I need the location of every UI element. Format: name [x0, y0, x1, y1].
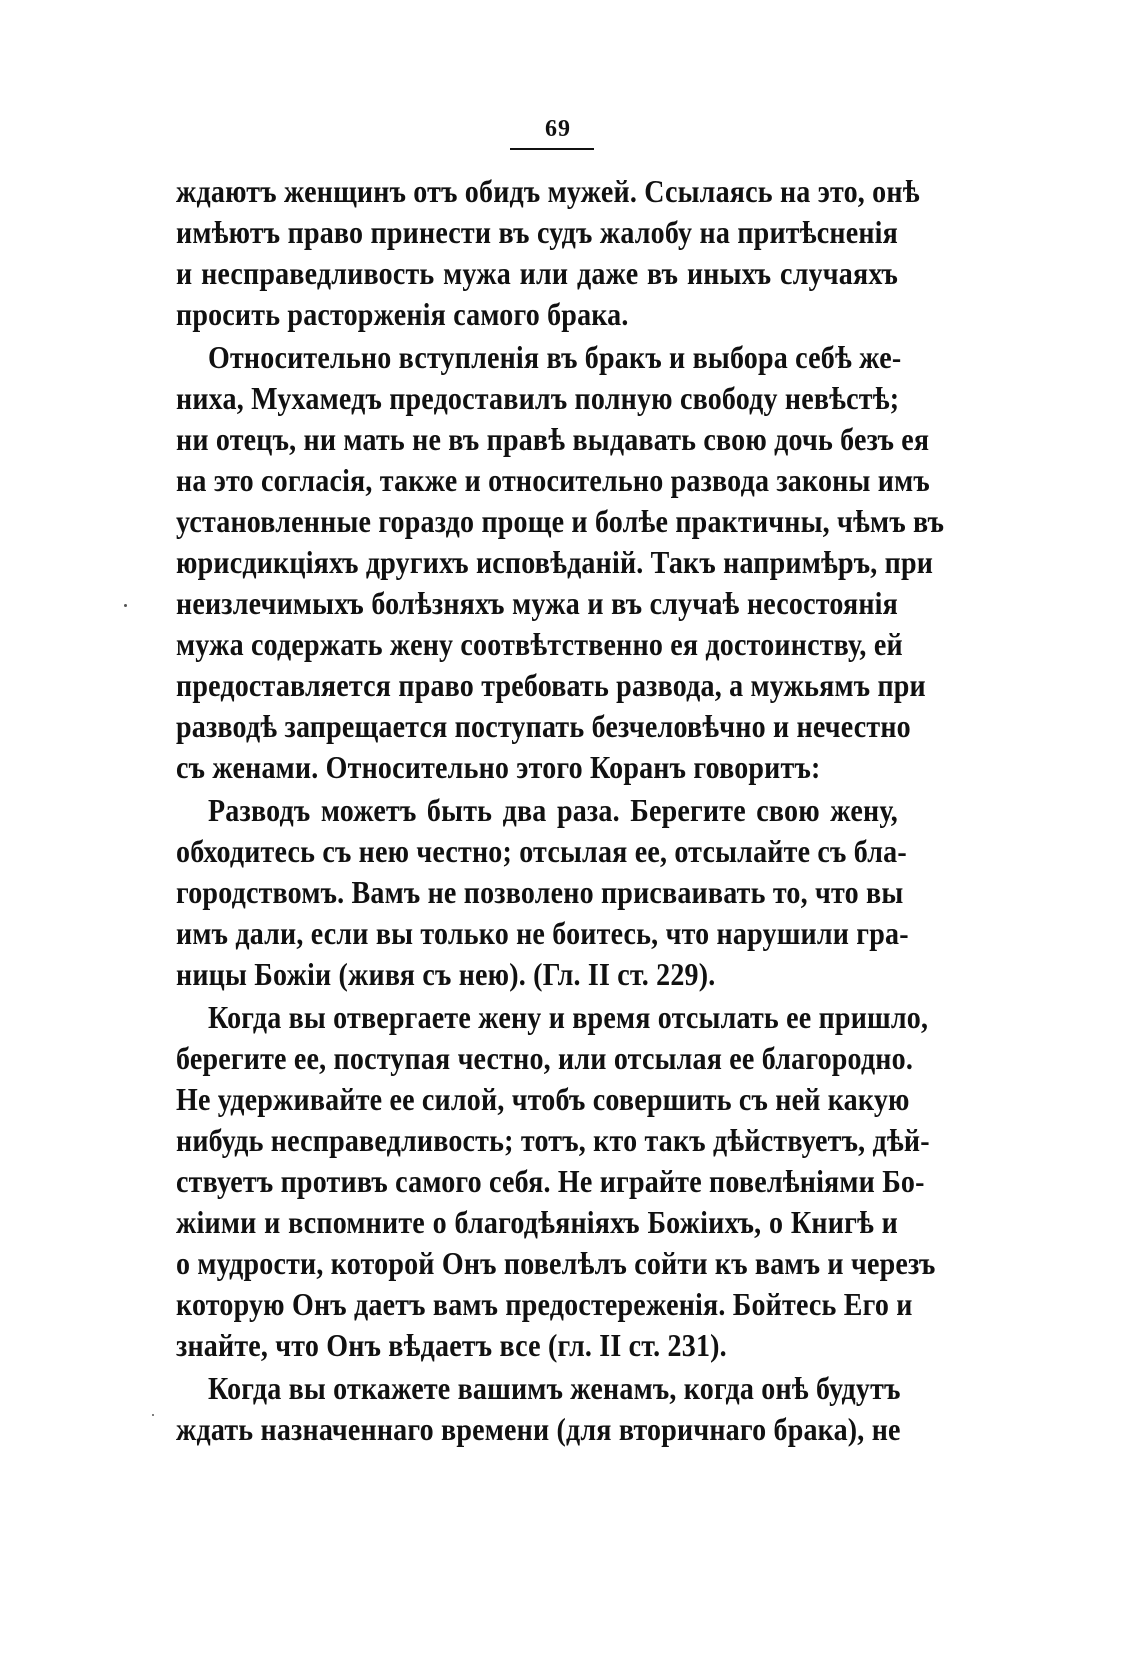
scan-speck	[124, 604, 127, 607]
text-line: мужа содержать жену соотвѣтственно ея достоинству, ей	[176, 628, 903, 663]
text-line: имѣютъ право принести въ судъ жалобу на притѣсненія	[176, 216, 898, 251]
text-line: имъ дали, если вы только не боитесь, что нарушили гра-	[176, 917, 909, 952]
text-line: разводѣ запрещается поступать безчеловѣчно и нечестно	[176, 710, 911, 745]
text-line: Относительно вступленія въ бракъ и выбора себѣ же-	[208, 341, 902, 376]
text-line: ниха, Мухамедъ предоставилъ полную свободу невѣстѣ;	[176, 382, 900, 417]
text-line: Когда вы откажете вашимъ женамъ, когда онѣ будутъ	[208, 1372, 901, 1407]
scan-speck	[152, 1414, 154, 1416]
text-line: о мудрости, которой Онъ повелѣлъ сойти къ вамъ и черезъ	[176, 1247, 936, 1282]
text-line: Не удерживайте ее силой, чтобъ совершить съ ней какую	[176, 1083, 910, 1118]
text-line: ждать назначеннаго времени (для вторичнаго брака), не	[176, 1413, 901, 1448]
text-line: ницы Божіи (живя съ нею). (Гл. II ст. 229).	[176, 958, 716, 993]
text-line: ствуетъ противъ самого себя. Не играйте повелѣніями Бо-	[176, 1165, 925, 1200]
text-line: предоставляется право требовать развода, а мужьямъ при	[176, 669, 926, 704]
text-line: и несправедливость мужа или даже въ иныхъ случаяхъ	[176, 257, 898, 292]
text-line: неизлечимыхъ болѣзняхъ мужа и въ случаѣ несостоянія	[176, 587, 898, 622]
text-line: ни отецъ, ни мать не въ правѣ выдавать свою дочь безъ ея	[176, 423, 930, 458]
text-line: знайте, что Онъ вѣдаетъ все (гл. II ст. 231).	[176, 1329, 727, 1364]
text-line: городствомъ. Вамъ не позволено присваивать то, что вы	[176, 876, 904, 911]
text-line: просить расторженія самого брака.	[176, 298, 629, 333]
text-line: нибудь несправедливость; тотъ, кто такъ дѣйствуетъ, дѣй-	[176, 1124, 930, 1159]
text-line: съ женами. Относительно этого Коранъ говоритъ:	[176, 751, 821, 786]
text-line: жіими и вспомните о благодѣяніяхъ Божіихъ, о Книгѣ и	[176, 1206, 898, 1241]
page-number-rule	[510, 148, 594, 150]
body-text	[176, 172, 945, 1451]
text-line: берегите ее, поступая честно, или отсылая ее благородно.	[176, 1042, 914, 1077]
page-number: 69	[545, 116, 571, 142]
text-line: ждаютъ женщинъ отъ обидъ мужей. Ссылаясь на это, онѣ	[176, 175, 920, 210]
text-line: Когда вы отвергаете жену и время отсылать ее пришло,	[208, 1001, 929, 1036]
text-line: обходитесь съ нею честно; отсылая ее, отсылайте съ бла-	[176, 835, 907, 870]
text-line: установленные гораздо проще и болѣе практичны, чѣмъ въ	[176, 505, 945, 540]
text-line: на это согласія, также и относительно развода законы имъ	[176, 464, 930, 499]
text-line: Разводъ можетъ быть два раза. Берегите свою жену,	[208, 794, 898, 829]
text-line: юрисдикціяхъ другихъ исповѣданій. Такъ напримѣръ, при	[176, 546, 934, 581]
text-line: которую Онъ даетъ вамъ предостереженія. Бойтесь Его и	[176, 1288, 913, 1323]
